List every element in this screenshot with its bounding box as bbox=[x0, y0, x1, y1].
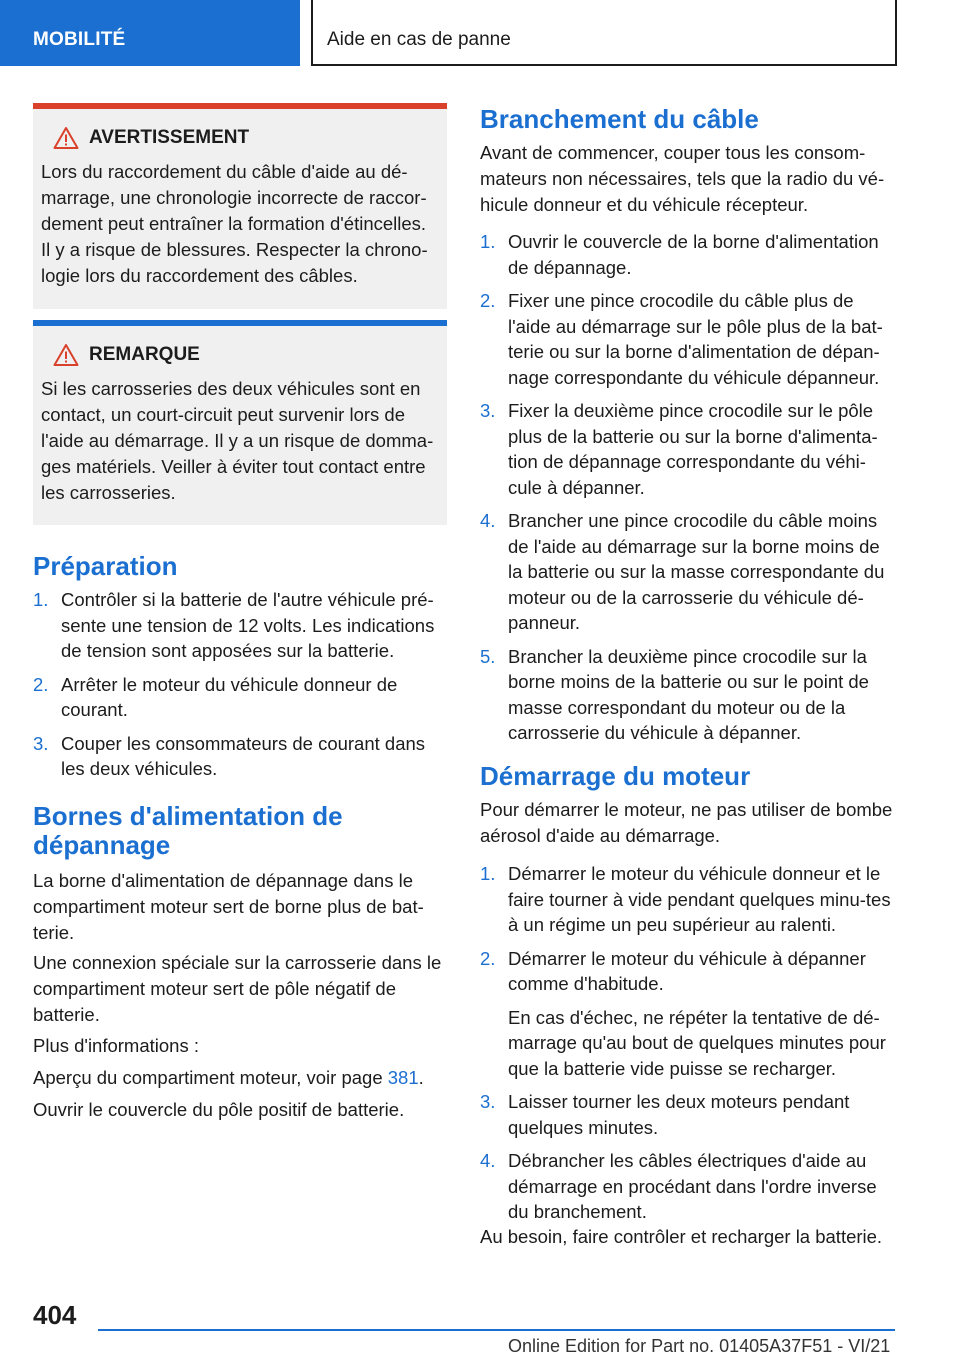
remark-text: Si les carrosseries des deux véhicules sont en contact, un court-circuit peut survenir lors de l'aide au démarrage. Il y a un risque de domma-ges matériels. Veiller à éviter tout contact entre les carrosseries. bbox=[41, 378, 434, 503]
list-item bbox=[33, 587, 451, 664]
list-item bbox=[480, 288, 898, 390]
page-number: 404 bbox=[33, 1300, 77, 1330]
bornes-paragraph-2: Une connexion spéciale sur la carrosserie dans le compartiment moteur sert de pôle négatif de batterie. bbox=[33, 952, 442, 1025]
bornes-heading: Bornes d'alimentation de dépannage bbox=[33, 801, 343, 860]
step-text: Ouvrir le couvercle de la borne d'alimentation de dépannage. bbox=[508, 231, 879, 278]
edition-text: Online Edition for Part no. 01405A37F51 - VI/21 bbox=[508, 1336, 891, 1356]
step-text: Contrôler si la batterie de l'autre véhicule pré-sente une tension de 12 volts. Les indications de tension sont apposées sur la batterie. bbox=[61, 589, 435, 661]
step-text: Couper les consommateurs de courant dans les deux véhicules. bbox=[61, 732, 426, 779]
list-item bbox=[480, 398, 898, 500]
list-item bbox=[480, 229, 898, 280]
step-text: Laisser tourner les deux moteurs pendant quelques minutes. bbox=[508, 1091, 850, 1138]
list-item bbox=[480, 644, 898, 746]
branchement-heading: Branchement du câble bbox=[480, 104, 759, 134]
branchement-intro: Avant de commencer, couper tous les consom-mateurs non nécessaires, tels que la radio du vé-hicule donneur et du véhicule récepteur. bbox=[480, 142, 885, 215]
warning-triangle-icon bbox=[53, 343, 79, 367]
step-number: 5. bbox=[480, 645, 496, 667]
step-number: 4. bbox=[480, 1150, 496, 1171]
warning-title: AVERTISSEMENT bbox=[89, 127, 250, 148]
step-text: Brancher une pince crocodile du câble moins de l'aide au démarrage sur la borne moins de la batterie ou sur la masse correspondante du moteur ou de la carrosserie du véhicule dé-panneur. bbox=[508, 510, 885, 633]
footer-divider bbox=[98, 1329, 895, 1331]
step-number: 3. bbox=[480, 1091, 496, 1112]
section-label: MOBILITÉ bbox=[33, 29, 126, 50]
step-text: Démarrer le moteur du véhicule à dépanner comme d'habitude. bbox=[508, 947, 866, 994]
step-text: Fixer la deuxième pince crocodile sur le pôle plus de la batterie ou sur la borne d'alimenta-tion de dépannage correspondante du véhi-cule à dépanner. bbox=[508, 400, 878, 498]
demarrage-heading: Démarrage du moteur bbox=[480, 761, 751, 791]
list-item bbox=[480, 1089, 898, 1140]
demarrage-steps bbox=[480, 861, 898, 1233]
warning-triangle-icon bbox=[53, 126, 79, 150]
remark-box bbox=[33, 320, 447, 525]
step-text: Brancher la deuxième pince crocodile sur la borne moins de la batterie ou sur le point de masse correspondant du moteur ou de la carrosserie du véhicule à dépanner. bbox=[508, 645, 869, 743]
remark-title: REMARQUE bbox=[89, 344, 200, 365]
step-number: 2. bbox=[480, 947, 496, 969]
bornes-paragraph-3: Plus d'informations : bbox=[33, 1035, 199, 1056]
list-item bbox=[33, 731, 451, 782]
step-text: Fixer une pince crocodile du câble plus de l'aide au démarrage sur le pôle plus de la bat-terie ou sur la borne d'alimentation de dépan-nage correspondante du véhicule dépanneur. bbox=[508, 290, 883, 388]
bornes-paragraph-1: La borne d'alimentation de dépannage dans le compartiment moteur sert de borne plus de bat-terie. bbox=[33, 870, 424, 943]
bornes-paragraph-4 bbox=[33, 1065, 451, 1091]
chapter-title: Aide en cas de panne bbox=[327, 29, 511, 50]
demarrage-intro: Pour démarrer le moteur, ne pas utiliser de bombe aérosol d'aide au démarrage. bbox=[480, 799, 893, 846]
page-link[interactable]: 381 bbox=[387, 1067, 419, 1088]
step-text: Démarrer le moteur du véhicule donneur et le faire tourner à vide pendant quelques minu-tes à un régime un peu supérieur au ralenti. bbox=[508, 863, 891, 935]
preparation-heading: Préparation bbox=[33, 551, 178, 581]
step-number: 3. bbox=[480, 400, 496, 421]
section-tab bbox=[0, 0, 300, 66]
branchement-steps bbox=[480, 229, 898, 754]
step-text: Arrêter le moteur du véhicule donneur de courant. bbox=[61, 673, 398, 720]
warning-text: Lors du raccordement du câble d'aide au dé-marrage, une chronologie incorrecte de raccor-dement peut entraîner la formation d'étincelles. Il y a risque de blessures. Respecter la chrono-logie lors du raccordement des câbles. bbox=[41, 161, 428, 286]
step-subtext: En cas d'échec, ne répéter la tentative de dé-marrage qu'au bout de quelques minutes pour que la batterie vide puisse se recharger. bbox=[508, 1006, 886, 1079]
ref-text: Aperçu du compartiment moteur, voir page bbox=[33, 1067, 388, 1088]
step-text: Débrancher les câbles électriques d'aide au démarrage en procédant dans l'ordre inverse du branchement. bbox=[508, 1150, 877, 1222]
chapter-header bbox=[311, 0, 897, 66]
step-number: 1. bbox=[480, 863, 496, 884]
step-number: 1. bbox=[480, 231, 496, 252]
step-number: 2. bbox=[480, 290, 496, 311]
preparation-steps bbox=[33, 587, 451, 790]
list-item bbox=[480, 508, 898, 636]
step-number: 3. bbox=[33, 732, 49, 754]
step-number: 4. bbox=[480, 510, 496, 531]
step-number: 1. bbox=[33, 589, 49, 610]
demarrage-outro: Au besoin, faire contrôler et recharger la batterie. bbox=[480, 1226, 883, 1247]
bornes-paragraph-5: Ouvrir le couvercle du pôle positif de batterie. bbox=[33, 1099, 405, 1120]
ref-end: . bbox=[418, 1067, 424, 1088]
list-item bbox=[480, 861, 898, 938]
step-number: 2. bbox=[33, 673, 49, 695]
list-item bbox=[33, 672, 451, 723]
list-item bbox=[480, 1148, 898, 1225]
warning-box bbox=[33, 103, 447, 309]
list-item bbox=[480, 946, 898, 1082]
